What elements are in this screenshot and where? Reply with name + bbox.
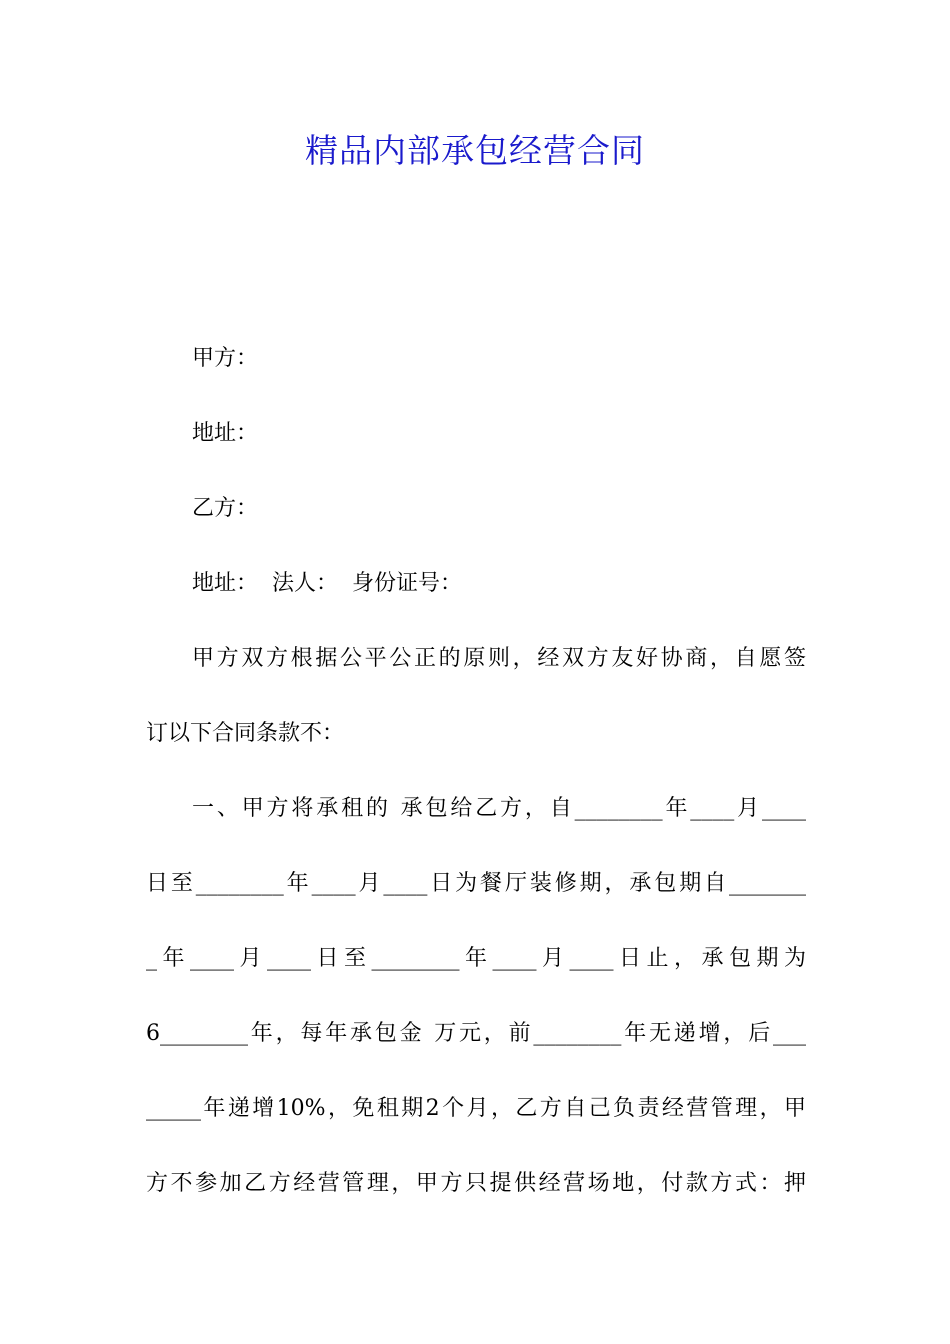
address-b-line: 地址： 法人： 身份证号： xyxy=(192,571,462,596)
clause1-line-6: 方不参加乙方经营管理，甲方只提供经营场地，付款方式：押 xyxy=(146,1171,806,1196)
clause1-line-1: 一、甲方将承租的 承包给乙方，自________年____月____ xyxy=(192,796,806,821)
party-b-label: 乙方： xyxy=(192,496,259,521)
clause1-line-2: 日至________年____月____日为餐厅装修期，承包期自_______ xyxy=(146,871,806,896)
party-a-label: 甲方： xyxy=(192,346,259,371)
clause1-line-5: _____年递增10%，免租期2个月，乙方自己负责经营管理，甲 xyxy=(146,1096,806,1121)
clause1-line-4: 6________年，每年承包金 万元，前________年无递增，后___ xyxy=(146,1021,806,1046)
document-title: 精品内部承包经营合同 xyxy=(305,131,645,170)
intro-line-2: 订以下合同条款不： xyxy=(146,721,345,746)
intro-line-1: 甲方双方根据公平公正的原则，经双方友好协商，自愿签 xyxy=(192,646,806,671)
address-a-label: 地址： xyxy=(192,421,259,446)
clause1-line-3: _年____月____日至________年____月____日止，承包期为 xyxy=(146,946,806,971)
